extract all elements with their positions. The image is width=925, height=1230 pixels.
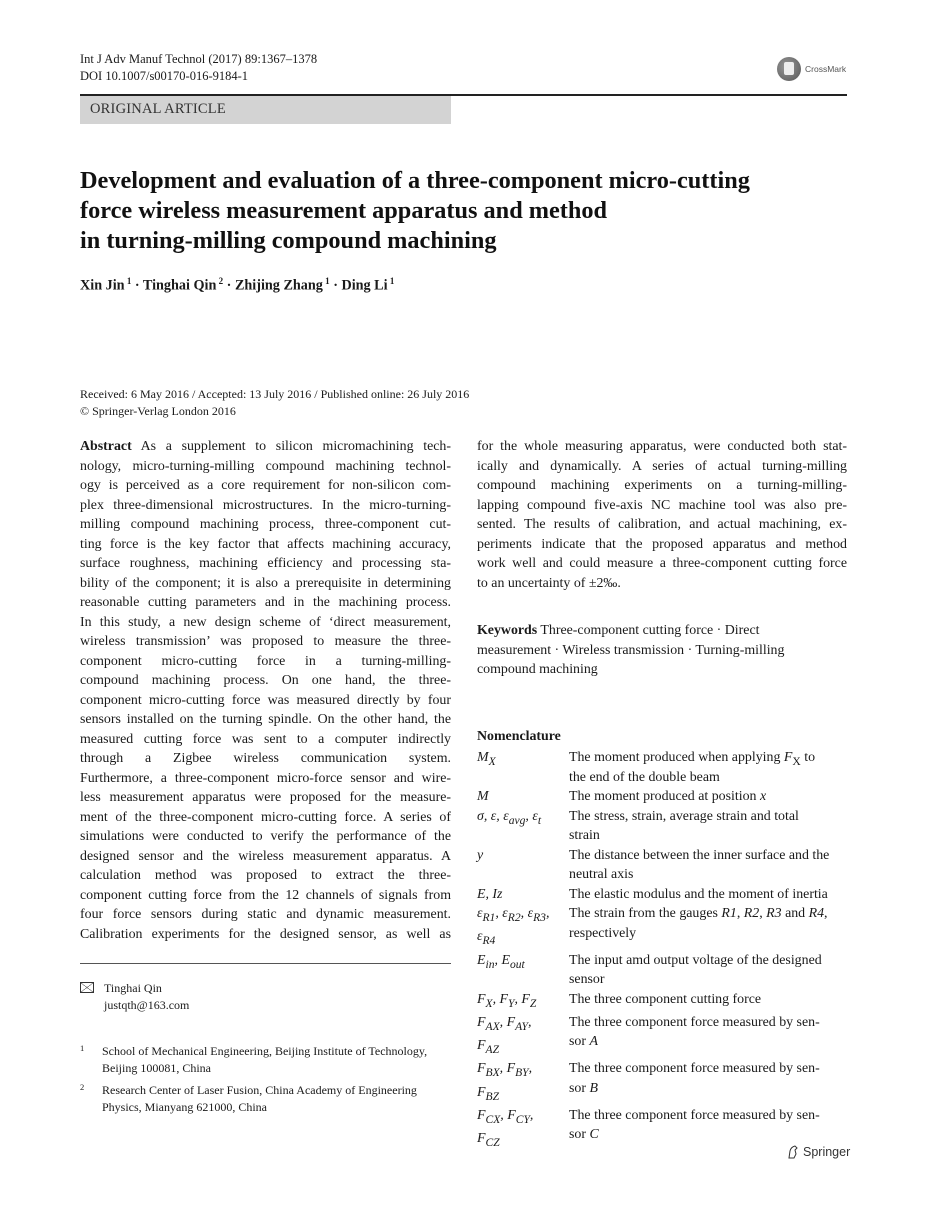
nomenclature-symbol: σ, ε, $\varepsilon_{avg}$, $\varepsilon_t$ (477, 808, 542, 827)
abstract-line: surface roughness, machining efficiency and processing sta- (80, 556, 451, 571)
title-line: force wireless measurement apparatus and method (80, 197, 608, 224)
springer-horse-icon (787, 1145, 799, 1159)
title-line: in turning-milling compound machining (80, 227, 497, 254)
abstract-line: wireless transmission’ was proposed to measure the three- (80, 634, 451, 649)
nomenclature-row (477, 787, 849, 807)
description-line: strain (569, 828, 600, 843)
publisher-name: Springer (803, 1145, 851, 1159)
abstract-label: Abstract (80, 439, 132, 454)
abstract-left-column (80, 437, 451, 944)
description-line: sor A (569, 1034, 598, 1050)
abstract-line: to an uncertainty of ±2‰. (477, 575, 621, 591)
abstract-line: calculation method was proposed to extract the three- (80, 868, 451, 883)
description-line: The elastic modulus and the moment of inertia (569, 886, 828, 902)
nomenclature-symbol: $F_{AX}$, $F_{AY}$, $F_{AZ}$ (477, 1014, 532, 1056)
nomenclature-symbol: $E_{in}$, $E_{out}$ (477, 952, 525, 971)
crossmark-badge[interactable] (777, 55, 857, 83)
description-line: The three component cutting force (569, 991, 762, 1007)
section-banner (80, 96, 451, 124)
nomenclature-row (477, 846, 849, 885)
abstract-line: four force sensors during static and dynamic measurement. (80, 907, 451, 922)
keywords-line: Keywords Three-component cutting force · Direct (477, 623, 760, 638)
correspondent-name: Tinghai Qin (104, 981, 162, 995)
abstract-line: sensors installed on the turning spindle. On the other hand, the (80, 712, 451, 727)
author-list (80, 276, 394, 295)
nomenclature-description (569, 748, 849, 787)
description-line: The moment produced at position x (569, 789, 767, 804)
abstract-line: bility of the component; it is also a prerequisite in determining (80, 575, 451, 591)
author-affiliation-mark: 2 (216, 276, 224, 286)
author-separator: · (223, 277, 235, 294)
description-line: The input amd output voltage of the designed (569, 952, 822, 968)
author-separator: · (329, 277, 342, 294)
affiliation (80, 1043, 460, 1077)
author-name: Xin Jin (80, 277, 125, 294)
nomenclature-list (477, 748, 849, 1153)
abstract-line: sented. The results of calibration, and actual machining, ex- (477, 517, 847, 532)
nomenclature-symbol: $F_{CX}$, $F_{CY}$, $F_{CZ}$ (477, 1107, 534, 1150)
footnote-separator (80, 963, 451, 964)
nomenclature-symbol: $M_X$ (477, 750, 496, 768)
crossmark-icon (777, 57, 801, 81)
dates-line: Received: 6 May 2016 / Accepted: 13 July 2016 / Published online: 26 July 2016 (80, 387, 470, 401)
nomenclature-symbol: M (477, 789, 489, 804)
author-separator: · (131, 277, 143, 294)
nomenclature-description (569, 1013, 849, 1060)
author-affiliation-mark: 1 (124, 276, 132, 286)
nomenclature-symbol: $F_{BX}$, $F_{BY}$, $F_{BZ}$ (477, 1061, 533, 1103)
affiliation-line: Research Center of Laser Fusion, China Academy of Engineering (102, 1083, 417, 1097)
keywords-block (477, 621, 847, 680)
nomenclature-description (569, 807, 849, 846)
nomenclature-description (569, 846, 849, 885)
crossmark-label: CrossMark (805, 64, 847, 74)
nomenclature-description (569, 951, 849, 990)
nomenclature-symbol: $\varepsilon_{R1}$, $\varepsilon_{R2}$, $\varepsilon_{R3}$, $\varepsilon_{R4}$ (477, 906, 550, 948)
author-name: Ding Li (341, 277, 388, 294)
nomenclature-row (477, 904, 849, 951)
abstract-line: Abstract As a supplement to silicon micromachining tech- (80, 439, 451, 454)
nomenclature-description (569, 990, 849, 1013)
author-name: Tinghai Qin (142, 277, 217, 294)
description-line: respectively (569, 925, 637, 941)
section-label: ORIGINAL ARTICLE (90, 101, 226, 117)
abstract-line: plex three-dimensional microstructures. In the micro-turning- (80, 497, 451, 513)
nomenclature-symbol: $F_X$, $F_Y$, $F_Z$ (477, 991, 537, 1010)
abstract-line: In this study, a new design scheme of ‘direct measurement, (80, 614, 451, 630)
abstract-line: Furthermore, a three-component micro-force sensor and wire- (80, 770, 451, 786)
affiliation-line: Beijing 100081, China (102, 1061, 211, 1075)
nomenclature-row (477, 1059, 849, 1106)
copyright-line: © Springer-Verlag London 2016 (80, 404, 236, 418)
nomenclature-symbol: E, Iz (477, 886, 503, 902)
description-line: the end of the double beam (569, 769, 720, 785)
publication-dates (80, 386, 469, 420)
abstract-line: component cutting force from the 12 channels of signals from (80, 887, 451, 903)
abstract-line: nology, micro-turning-milling compound machining technol- (80, 458, 451, 474)
abstract-line: ically and dynamically. A series of actual turning-milling (477, 458, 847, 474)
description-line: The three component force measured by sen- (569, 1014, 820, 1030)
abstract-line: ting force is the key factor that affects machining accuracy, (80, 536, 451, 552)
abstract-line: component micro-cutting force was measured directly by four (80, 692, 451, 708)
nomenclature-description (569, 787, 849, 807)
abstract-line: compound machining experiments on a turning-milling- (477, 478, 847, 493)
description-line: sor B (569, 1080, 598, 1096)
envelope-icon (80, 982, 94, 993)
doi[interactable]: DOI 10.1007/s00170-016-9184-1 (80, 69, 249, 83)
keywords-line: compound machining (477, 662, 598, 677)
affiliation (80, 1082, 460, 1116)
description-line: sor C (569, 1127, 599, 1143)
abstract-line: simulations were conducted to verify the performance of the (80, 829, 451, 844)
description-line: The three component force measured by sen- (569, 1107, 820, 1123)
abstract-line: for the whole measuring apparatus, were conducted both stat- (477, 439, 847, 454)
abstract-line: periments indicate that the proposed apparatus and method (477, 536, 847, 552)
journal-citation: Int J Adv Manuf Technol (2017) 89:1367–1378 (80, 52, 318, 66)
nomenclature-heading: Nomenclature (477, 729, 561, 744)
affiliation-number: 2 (80, 1082, 85, 1092)
article-title (80, 166, 860, 256)
nomenclature-symbol: y (477, 847, 484, 863)
abstract-line: designed sensor and the wireless measurement apparatus. A (80, 848, 451, 864)
abstract-line: compound machining process. On one hand, the three- (80, 673, 451, 688)
abstract-line: Calibration experiments for the designed sensor, as well as (80, 926, 451, 942)
affiliation-line: Physics, Mianyang 621000, China (102, 1100, 267, 1114)
abstract-line: work well and could measure a three-component cutting force (477, 556, 847, 571)
author-affiliation-mark: 1 (387, 276, 395, 286)
nomenclature-row (477, 748, 849, 787)
correspondent-email[interactable]: justqth@163.com (104, 998, 190, 1012)
abstract-line: milling compound machining process, three-component cut- (80, 517, 451, 532)
abstract-line: ment of the three-component micro-cutting force. A series of (80, 809, 451, 825)
abstract-line: component micro-cutting force in a turning-milling- (80, 653, 451, 669)
description-line: sensor (569, 972, 605, 988)
nomenclature-description (569, 885, 849, 905)
keywords-label: Keywords (477, 623, 538, 638)
abstract-line: ogy is perceived as a core requirement for non-silicon com- (80, 478, 451, 493)
abstract-line: through a Zigbee wireless communication system. (80, 751, 451, 766)
nomenclature-description (569, 1059, 849, 1106)
abstract-right-column (477, 437, 847, 593)
nomenclature-row (477, 885, 849, 905)
description-line: The strain from the gauges R1, R2, R3 and R4, (569, 906, 828, 921)
nomenclature-row (477, 807, 849, 846)
abstract-line: measured cutting force was sent to a computer indirectly (80, 731, 451, 747)
keywords-line: measurement · Wireless transmission · Turning-milling (477, 642, 785, 658)
affiliation-line: School of Mechanical Engineering, Beijing Institute of Technology, (102, 1044, 428, 1058)
description-line: The moment produced when applying $F_X$ to (569, 750, 816, 768)
nomenclature-description (569, 904, 849, 951)
nomenclature-row (477, 990, 849, 1013)
description-line: The distance between the inner surface and the (569, 847, 830, 863)
nomenclature-row (477, 1013, 849, 1060)
title-line: Development and evaluation of a three-component micro-cutting (80, 167, 750, 194)
abstract-line: less measurement apparatus were proposed for the measure- (80, 790, 451, 805)
description-line: The stress, strain, average strain and total (569, 808, 799, 824)
author-affiliation-mark: 1 (322, 276, 330, 286)
author-name: Zhijing Zhang (234, 277, 323, 294)
description-line: The three component force measured by sen- (569, 1061, 820, 1077)
abstract-line: lapping compound five-axis NC machine tool was also pre- (477, 497, 847, 513)
description-line: neutral axis (569, 867, 634, 882)
abstract-line: reasonable cutting parameters and in the machining process. (80, 595, 451, 610)
correspondence (80, 980, 189, 1014)
nomenclature-row (477, 951, 849, 990)
publisher-logo (787, 1145, 850, 1159)
affiliation-number: 1 (80, 1043, 85, 1053)
